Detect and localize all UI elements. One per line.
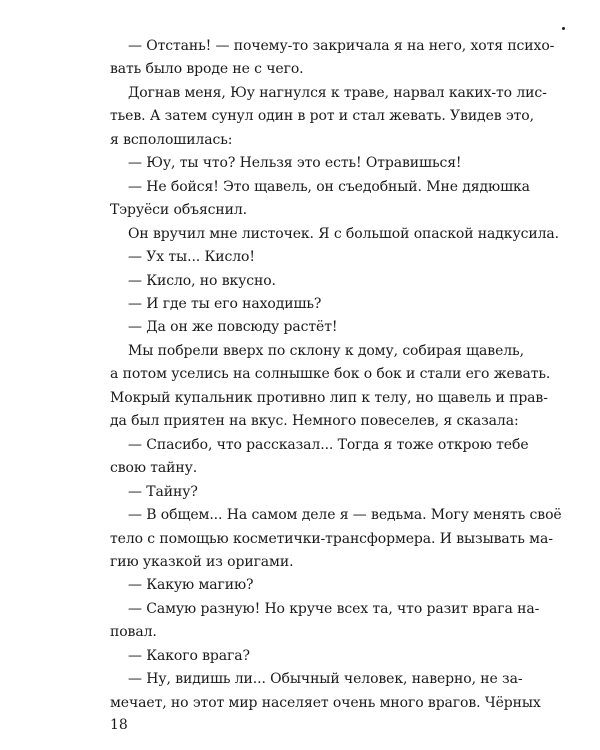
body-text <box>110 35 562 715</box>
text-line: — Ну, видишь ли... Обычный человек, наверно, не за- <box>128 671 523 688</box>
paragraph <box>110 293 490 316</box>
text-line: Догнав меня, Юу нагнулся к траве, нарвал каких-то лис- <box>128 84 547 101</box>
text-line: гию указкой из оригами. <box>110 553 294 570</box>
paragraph <box>110 668 541 715</box>
paragraph <box>110 481 490 504</box>
text-line: — Какого врага? <box>128 647 250 664</box>
page-number: 18 <box>110 717 128 733</box>
paragraph <box>110 246 490 269</box>
paragraph <box>110 176 530 223</box>
text-line: Мы побрели вверх по склону к дому, собирая щавель, <box>128 342 524 359</box>
text-line: свою тайну. <box>110 460 198 477</box>
paragraph <box>110 82 547 152</box>
text-line: — Тайну? <box>128 483 198 500</box>
paragraph <box>110 434 529 481</box>
text-line: — Не бойся! Это щавель, он съедобный. Мне дядюшка <box>128 178 530 195</box>
text-line: Тэруёси объяснил. <box>110 202 248 219</box>
paragraph <box>110 504 562 574</box>
text-line: мечает, но этот мир населяет очень много врагов. Чёрных <box>110 694 541 711</box>
text-line: — Какую магию? <box>128 577 254 594</box>
paragraph <box>110 223 559 246</box>
text-line: — Кисло, но вкусно. <box>128 272 276 289</box>
paragraph <box>110 645 490 668</box>
paragraph <box>110 598 540 645</box>
paragraph <box>110 340 551 434</box>
text-line: тело с помощью косметички-трансформера. И вызывать ма- <box>110 530 553 547</box>
text-line: — В общем... На самом деле я — ведьма. Могу менять своё <box>128 507 562 524</box>
paragraph <box>110 152 490 175</box>
paragraph <box>110 35 555 82</box>
text-line: повал. <box>110 624 157 641</box>
text-line: Мокрый купальник противно лип к телу, но щавель и прав- <box>110 389 548 406</box>
text-line: Он вручил мне листочек. Я с большой опаской надкусила. <box>128 225 559 242</box>
text-line: да был приятен на вкус. Немного повеселев, я сказала: <box>110 413 519 430</box>
text-line: — Юу, ты что? Нельзя это есть! Отравишься! <box>128 155 462 172</box>
paragraph <box>110 316 490 339</box>
text-line: — Отстань! — почему-то закричала я на него, хотя психо- <box>128 38 555 54</box>
text-line: вать было вроде не с чего. <box>110 61 304 78</box>
paragraph <box>110 270 490 293</box>
text-line: — Самую разную! Но круче всех та, что разит врага на- <box>128 600 540 617</box>
text-line: тьев. А затем сунул один в рот и стал жевать. Увидев это, <box>110 108 534 125</box>
text-line: — Ух ты... Кисло! <box>128 249 255 266</box>
text-line: — И где ты его находишь? <box>128 295 322 312</box>
print-mark <box>562 27 565 30</box>
paragraph <box>110 574 490 597</box>
text-line: — Спасибо, что рассказал... Тогда я тоже открою тебе <box>128 436 529 453</box>
text-line: я всполошилась: <box>110 131 233 148</box>
text-line: — Да он же повсюду растёт! <box>128 319 338 336</box>
text-line: а потом уселись на солнышке бок о бок и стали его жевать. <box>110 366 551 383</box>
